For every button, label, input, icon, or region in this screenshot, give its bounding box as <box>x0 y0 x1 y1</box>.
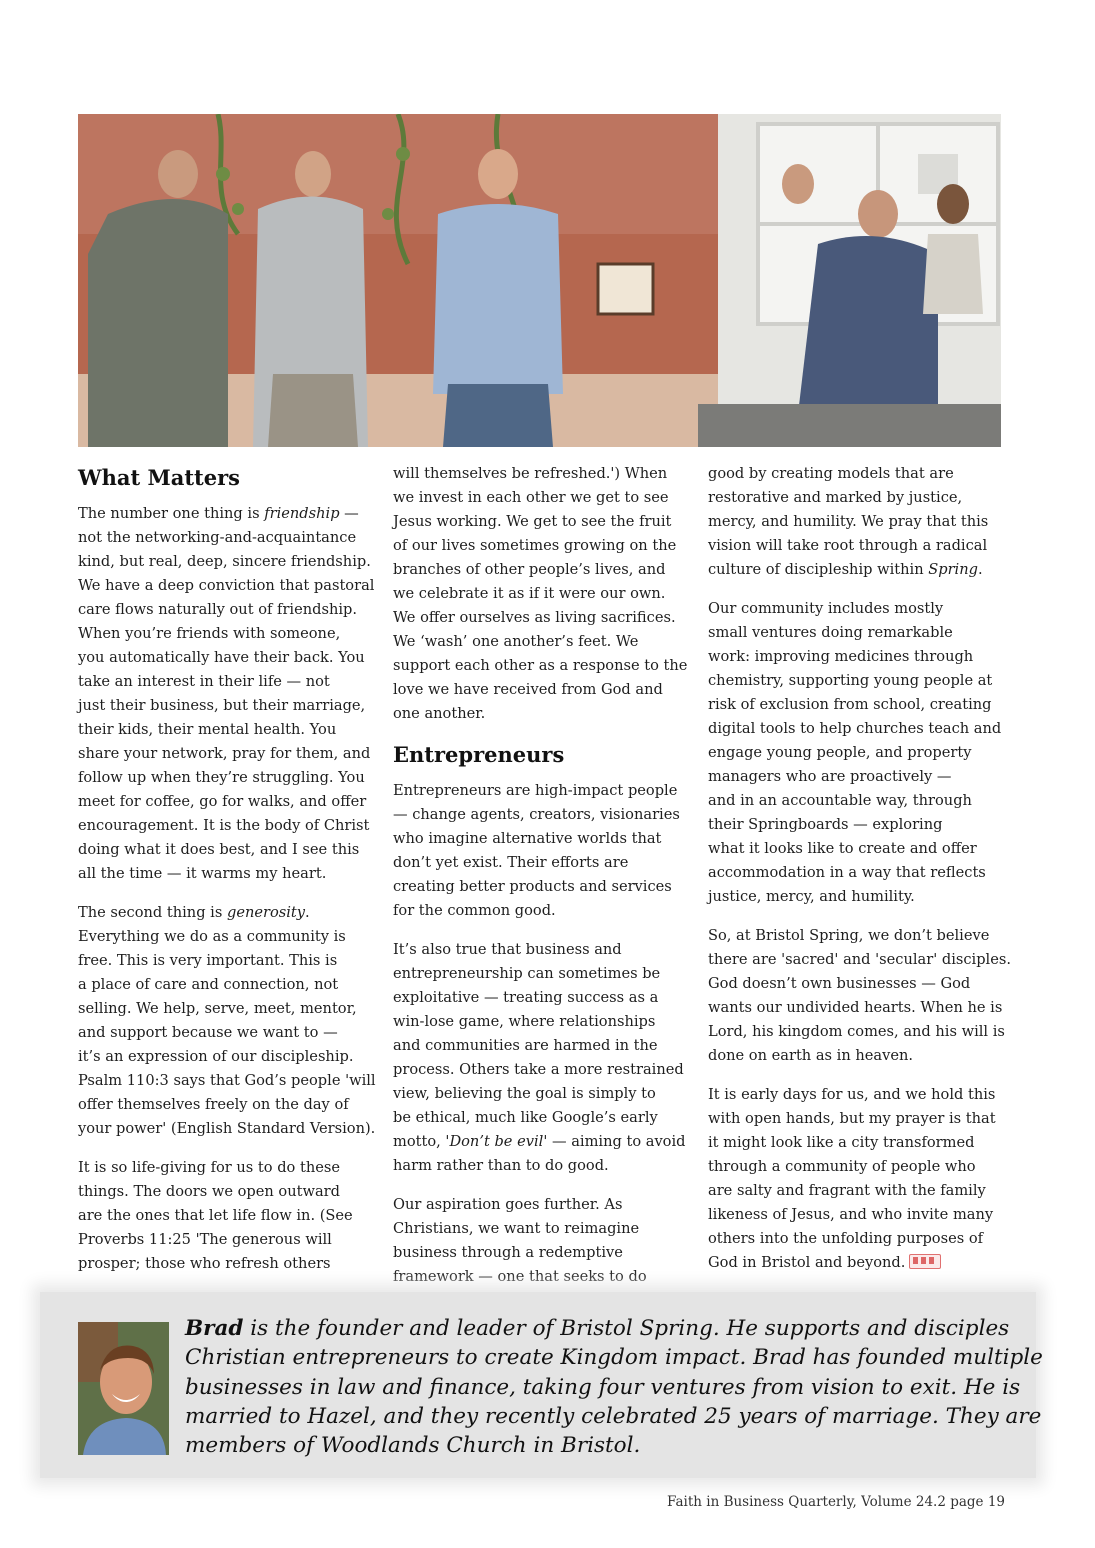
paragraph-sacred-secular: So, at Bristol Spring, we don’t believe there are 'sacred' and 'secular' disciples. God doesn’t own businesses — God wants our undivided hearts. When he is Lord, his kingdom comes, and his will is done on earth as in heaven. <box>708 927 1011 1064</box>
paragraph-restorative: good by creating models that are restorative and marked by justice, mercy, and humility. We pray that this vision will take root through a radical culture of discipleship within Spring. <box>708 465 989 578</box>
author-photo <box>78 1322 169 1455</box>
column-2 <box>393 462 689 1304</box>
paragraph-refreshed: will themselves be refreshed.') When we invest in each other we get to see Jesus working. We get to see the fruit of our lives sometimes growing on the branches of other people’s lives, and we celebrate it as if it were our own. We offer ourselves as living sacrifices. We ‘wash’ one another’s feet. We support each other as a response to the love we have received from God and one another. <box>393 465 688 722</box>
heading-entrepreneurs: Entrepreneurs <box>393 742 565 767</box>
fbq-end-mark-icon <box>909 1254 941 1269</box>
paragraph-exploitative: It’s also true that business and entrepreneurship can sometimes be exploitative — treating success as a win-lose game, where relationships and communities are harmed in the process. Others take a more restrained view, believing the goal is simply to be ethical, much like Google’s early motto, 'Don’t be evil' — aiming to avoid harm rather than to do good. <box>393 941 686 1174</box>
column-1 <box>78 462 374 1291</box>
paragraph-community: Our community includes mostly small ventures doing remarkable work: improving medicines through chemistry, supporting young people at risk of exclusion from school, creating digital tools to help churches teach and engage young people, and property managers who are proactively — and in an accountable way, through their Springboards — exploring what it looks like to create and offer accommodation in a way that reflects justice, mercy, and humility. <box>708 600 1002 905</box>
author-name: Brad <box>185 1316 244 1341</box>
column-3 <box>708 462 1011 1290</box>
heading-what-matters: What Matters <box>78 465 240 490</box>
author-bio-text: Brad is the founder and leader of Bristol Spring. He supports and disciples Christian entrepreneurs to create Kingdom impact. Brad has founded multiple businesses in law and finance, taking four ventures from vision to exit. He is married to Hazel, and they recently celebrated 25 years of marriage. They are members of Woodlands Church in Bristol. <box>185 1316 1043 1459</box>
paragraph-aspiration: Our aspiration goes further. As Christians, we want to reimagine business through a redemptive framework — one that seeks to do <box>393 1196 647 1285</box>
author-bio-box <box>40 1292 1043 1478</box>
page-footer: Faith in Business Quarterly, Volume 24.2 page 19 <box>667 1494 1005 1510</box>
paragraph-life-giving: It is so life-giving for us to do these things. The doors we open outward are the ones that let life flow in. (See Proverbs 11:25 'The generous will prosper; those who refresh others <box>78 1159 353 1272</box>
paragraph-friendship: The number one thing is friendship — not the networking-and-acquaintance kind, but real, deep, sincere friendship. We have a deep conviction that pastoral care flows naturally out of friendship. When you’re friends with someone, you automatically have their back. You take an interest in their life — not just their business, but their marriage, their kids, their mental health. You share your network, pray for them, and follow up when they’re struggling. You meet for coffee, go for walks, and offer encouragement. It is the body of Christ doing what it does best, and I see this all the time — it warms my heart. <box>78 505 375 882</box>
paragraph-generosity: The second thing is generosity. Everything we do as a community is free. This is very important. This is a place of care and connection, not selling. We help, serve, meet, mentor, and support because we want to — it’s an expression of our discipleship. Psalm 110:3 says that God’s people 'will offer themselves freely on the day of your power' (English Standard Version). <box>78 904 376 1137</box>
paragraph-high-impact: Entrepreneurs are high-impact people — change agents, creators, visionaries who imagine alternative worlds that don’t yet exist. Their efforts are creating better products and services for the common good. <box>393 782 680 919</box>
header-photo <box>78 114 1001 447</box>
paragraph-early-days: It is early days for us, and we hold this with open hands, but my prayer is that it might look like a city transformed through a community of people who are salty and fragrant with the family likeness of Jesus, and who invite many others into the unfolding purposes of God in Bristol and beyond. <box>708 1086 996 1271</box>
